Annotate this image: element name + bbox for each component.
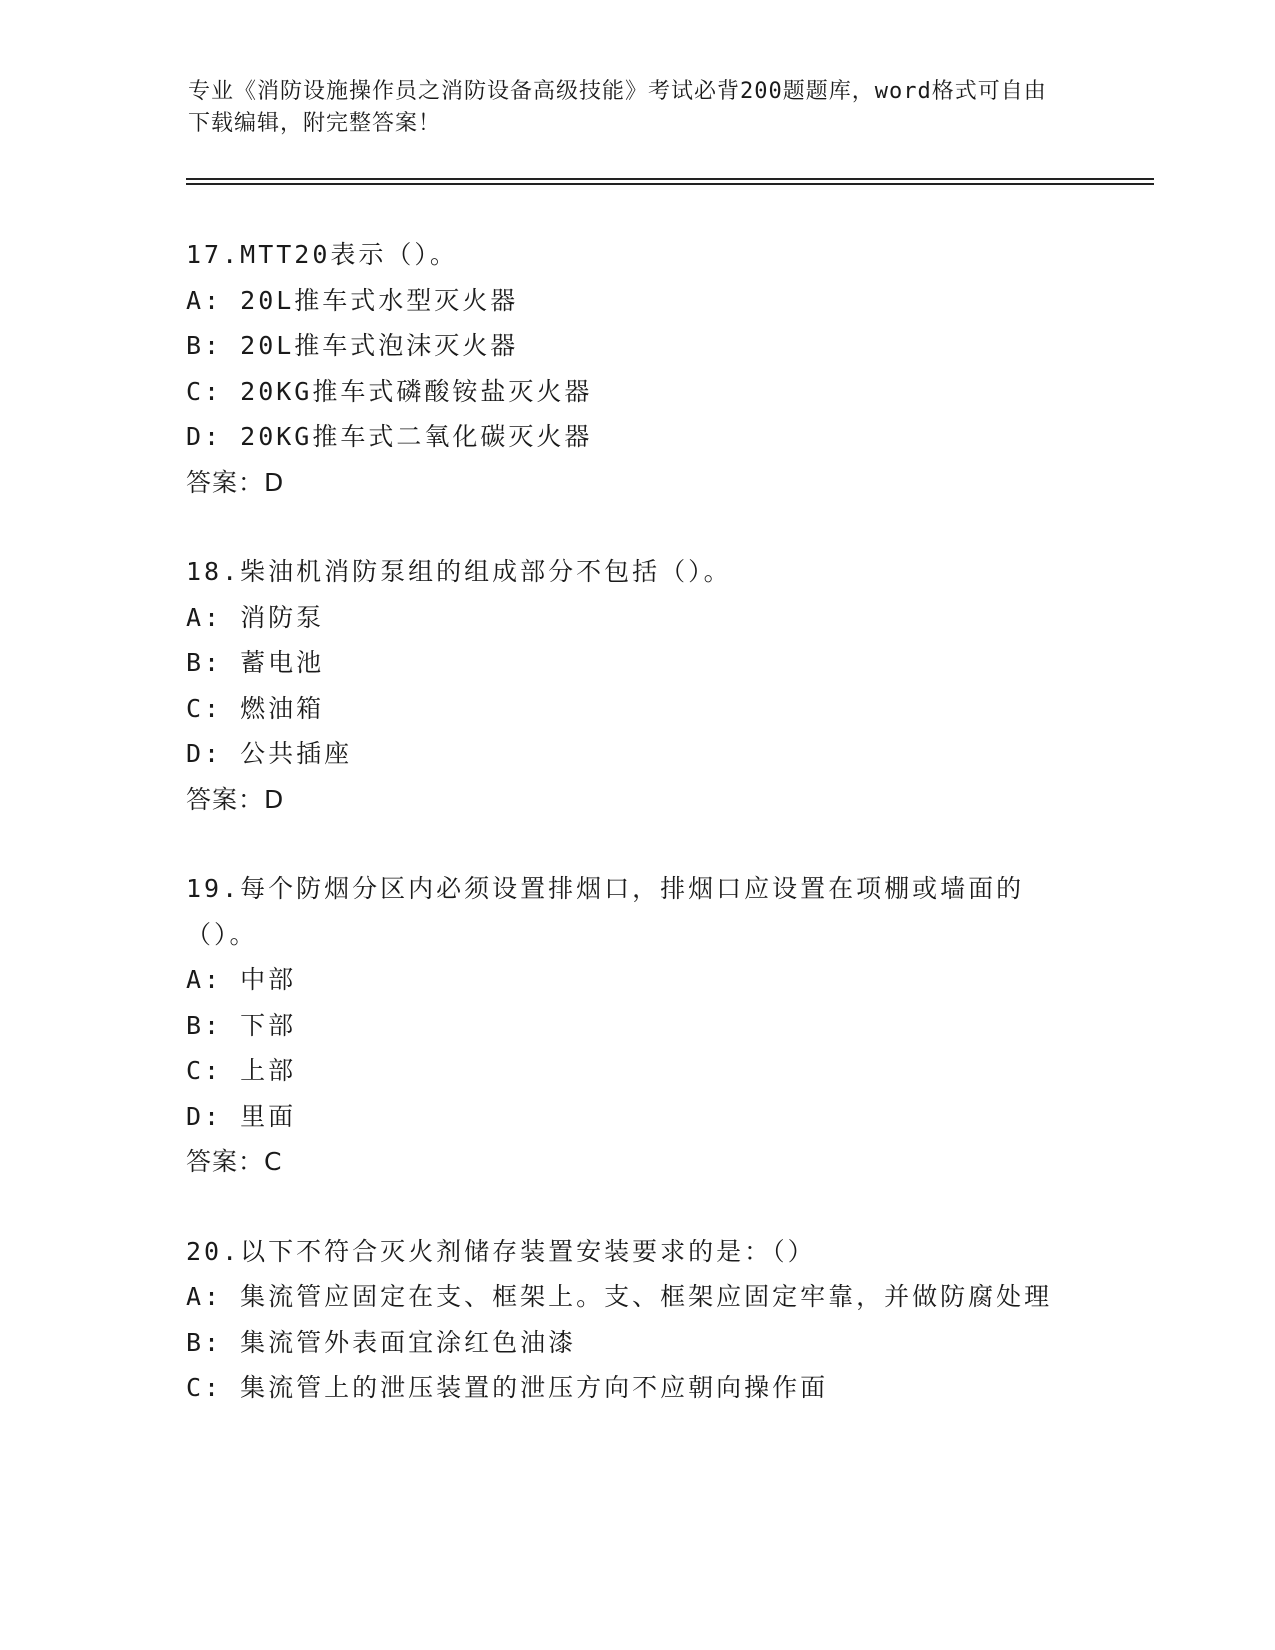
header-divider-top [186, 178, 1154, 180]
answer-line: 答案：D [186, 784, 285, 814]
question-18 [186, 549, 1086, 822]
option-a: A: 20L推车式水型灭火器 [186, 285, 519, 315]
question-19 [186, 866, 1086, 1185]
question-17 [186, 232, 1086, 505]
question-stem: 20.以下不符合灭火剂储存装置安装要求的是：（） [186, 1236, 816, 1266]
document-header: 专业《消防设施操作员之消防设备高级技能》考试必背200题题库，word格式可自由下载编辑，附完整答案！ [188, 79, 1047, 136]
option-b: B: 下部 [186, 1010, 297, 1040]
question-stem: 18.柴油机消防泵组的组成部分不包括（）。 [186, 557, 732, 586]
answer-line: 答案：D [186, 467, 285, 497]
option-a: A: 消防泵 [186, 602, 325, 632]
option-d: D: 公共插座 [186, 739, 353, 768]
question-20 [186, 1229, 1086, 1411]
header-divider-bottom [186, 183, 1154, 185]
answer-line: 答案：C [186, 1147, 283, 1176]
option-d: D: 里面 [186, 1101, 297, 1131]
option-c: C: 集流管上的泄压装置的泄压方向不应朝向操作面 [186, 1373, 829, 1402]
question-stem: 19.每个防烟分区内必须设置排烟口，排烟口应设置在项棚或墙面的（）。 [186, 874, 1025, 949]
option-c: C: 上部 [186, 1056, 297, 1085]
option-c: C: 20KG推车式磷酸铵盐灭火器 [186, 376, 593, 406]
option-a: A: 中部 [186, 965, 297, 994]
option-d: D: 20KG推车式二氧化碳灭火器 [186, 422, 593, 451]
option-a: A: 集流管应固定在支、框架上。支、框架应固定牢靠，并做防腐处理 [186, 1282, 1053, 1311]
option-b: B: 蓄电池 [186, 648, 325, 677]
option-b: B: 20L推车式泡沫灭火器 [186, 331, 519, 360]
question-list [186, 232, 1086, 1455]
question-stem: 17.MTT20表示（）。 [186, 240, 458, 269]
option-b: B: 集流管外表面宜涂红色油漆 [186, 1327, 577, 1357]
option-c: C: 燃油箱 [186, 693, 325, 723]
